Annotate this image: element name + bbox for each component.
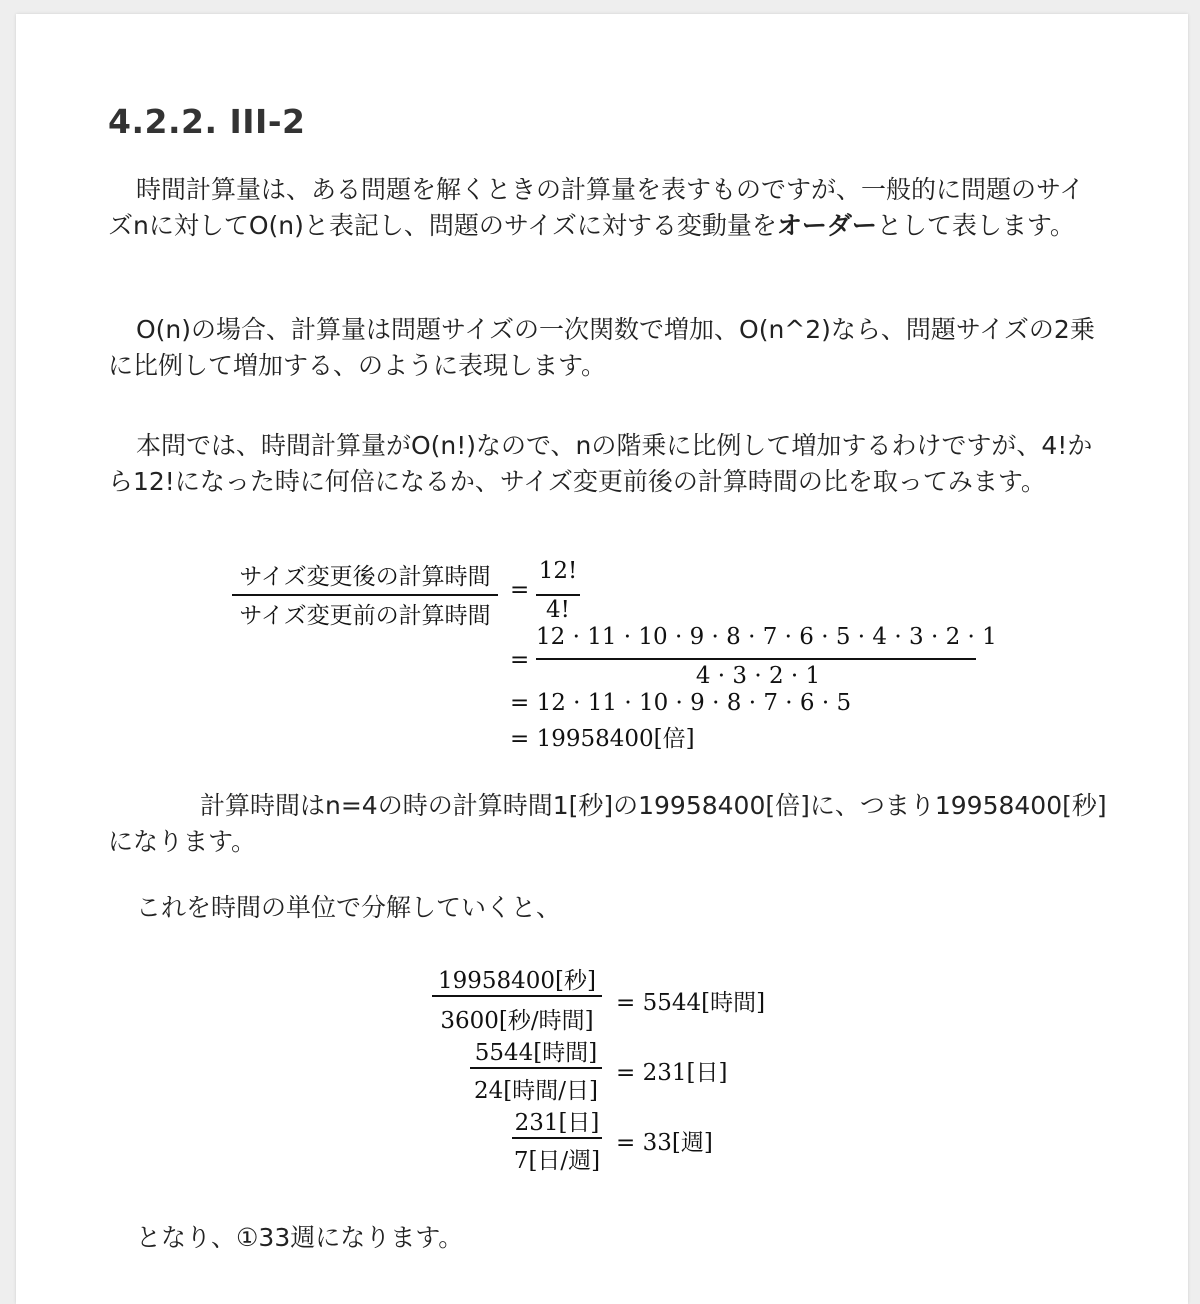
paragraph-decompose: これを時間の単位で分解していくと、 bbox=[136, 893, 562, 922]
fraction-bar bbox=[536, 658, 976, 660]
row1-result: = 5544[時間] bbox=[616, 990, 766, 1016]
row3-denominator: 7[日/週] bbox=[513, 1148, 601, 1174]
fraction-bar bbox=[512, 1137, 602, 1139]
fraction-bar bbox=[432, 995, 602, 997]
equation-line-3: = 12 · 11 · 10 · 9 · 8 · 7 · 6 · 5 bbox=[510, 690, 852, 716]
row3-numerator: 231[日] bbox=[514, 1110, 600, 1136]
fraction-bar bbox=[232, 594, 498, 596]
equals-sign: = bbox=[510, 577, 530, 603]
paragraph-order-examples: O(n)の場合、計算量は問題サイズの一次関数で増加、O(n^2)なら、問題サイズの2乗に比例して増加する、のように表現します。 bbox=[108, 315, 1095, 380]
rhs1-denominator: 4! bbox=[546, 597, 570, 623]
paragraph-text: として表します。 bbox=[876, 211, 1075, 240]
paragraph-factorial: 本問では、時間計算量がO(n!)なので、nの階乗に比例して増加するわけですが、4!から12!になった時に何倍になるか、サイズ変更前後の計算時間の比を取ってみます。 bbox=[108, 431, 1093, 496]
bold-term-order: オーダー bbox=[776, 211, 877, 240]
row2-denominator: 24[時間/日] bbox=[474, 1078, 598, 1104]
row1-denominator: 3600[秒/時間] bbox=[440, 1008, 594, 1034]
row1-numerator: 19958400[秒] bbox=[437, 968, 596, 994]
row2-result: = 231[日] bbox=[616, 1060, 728, 1086]
paragraph-time-complexity bbox=[108, 172, 1108, 244]
equation-line-4: = 19958400[倍] bbox=[510, 726, 695, 752]
row3-result: = 33[週] bbox=[616, 1130, 713, 1156]
paragraph-total-time: 計算時間はn=4の時の計算時間1[秒]の19958400[倍]に、つまり19958400[秒]になります。 bbox=[108, 791, 1107, 856]
fraction-bar bbox=[536, 594, 580, 596]
row2-numerator: 5544[時間] bbox=[474, 1040, 598, 1066]
rhs2-denominator: 4 · 3 · 2 · 1 bbox=[695, 663, 821, 689]
rhs1-numerator: 12! bbox=[538, 558, 578, 584]
lhs-numerator: サイズ変更後の計算時間 bbox=[239, 564, 491, 590]
lhs-denominator: サイズ変更前の計算時間 bbox=[239, 603, 491, 629]
section-heading: 4.2.2. III-2 bbox=[108, 102, 306, 141]
equals-sign: = bbox=[510, 647, 530, 673]
rhs2-numerator: 12 · 11 · 10 · 9 · 8 · 7 · 6 · 5 · 4 · 3 · 2 · 1 bbox=[536, 624, 997, 650]
paragraph-text: 時間計算量は、ある問題を解くときの計算量を表すものですが、一般的に問題のサイズnに対してO(n)と表記し、問題のサイズに対する変動量を bbox=[108, 175, 1085, 240]
paragraph-conclusion: となり、①33週になります。 bbox=[136, 1223, 464, 1252]
fraction-bar bbox=[470, 1067, 602, 1069]
document-page bbox=[16, 14, 1188, 1304]
